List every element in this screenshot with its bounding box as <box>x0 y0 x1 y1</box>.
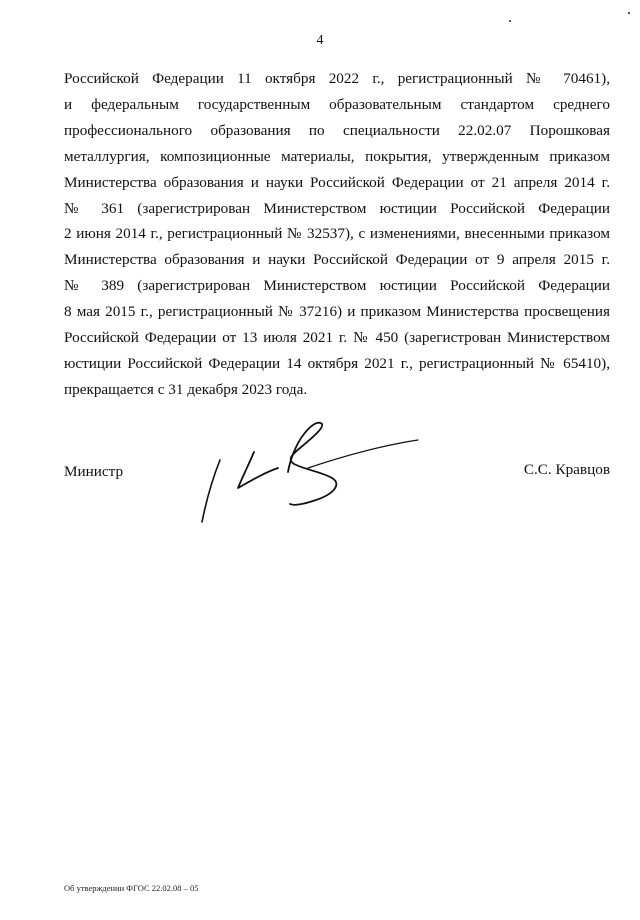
signatory-position: Министр <box>64 463 124 480</box>
body-line: Министерства образования и науки Российской Федерации от 21 апреля 2014 г. <box>64 173 610 191</box>
handwritten-signature <box>198 418 420 530</box>
signatory-name: С.С. Кравцов <box>523 461 610 478</box>
body-line: № 361 (зарегистрирован Министерством юстиции Российской Федерации <box>64 199 610 217</box>
body-line: профессионального образования по специальности 22.02.07 Порошковая <box>64 121 610 139</box>
body-line: металлургия, композиционные материалы, покрытия, утвержденным приказом <box>64 147 610 165</box>
body-paragraph <box>64 66 610 403</box>
body-line: Российской Федерации 11 октября 2022 г., регистрационный № 70461), <box>64 70 610 87</box>
body-line: и федеральным государственным образовательным стандартом среднего <box>64 95 610 113</box>
signature-stroke <box>202 460 220 522</box>
body-line: Российской Федерации от 13 июля 2021 г. № 450 (зарегистрован Министерством <box>64 329 610 347</box>
page-number: 4 <box>316 33 324 48</box>
signature-stroke <box>308 440 418 468</box>
body-line: № 389 (зарегистрирован Министерством юстиции Российской Федерации <box>64 277 610 295</box>
scan-speck <box>628 12 630 14</box>
body-line: 8 мая 2015 г., регистрационный № 37216) и приказом Министерства просвещения <box>64 303 610 321</box>
body-line: 2 июня 2014 г., регистрационный № 32537), с изменениями, внесенными приказом <box>64 225 610 243</box>
signature-stroke <box>238 452 278 488</box>
body-line-final: прекращается с 31 декабря 2023 года. <box>64 380 308 398</box>
body-line: Министерства образования и науки Российской Федерации от 9 апреля 2015 г. <box>64 251 610 269</box>
signature-stroke <box>288 423 336 505</box>
scan-speck <box>509 20 511 22</box>
footer-note: Об утверждении ФГОС 22.02.08 – 05 <box>64 883 199 893</box>
body-line: юстиции Российской Федерации 14 октября 2021 г., регистрационный № 65410), <box>64 354 610 372</box>
